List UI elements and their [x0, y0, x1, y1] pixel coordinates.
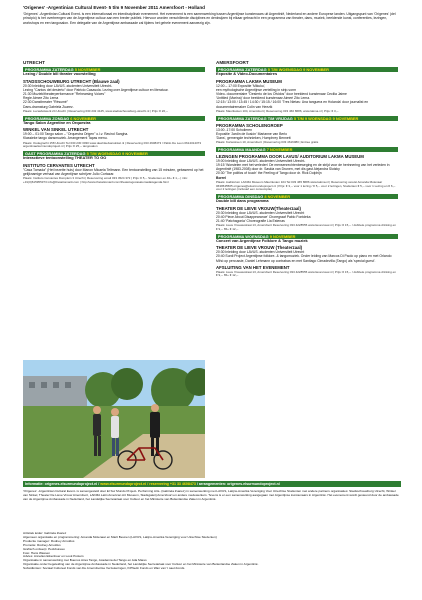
program-line: 12:00 – 17:00 Expositie 'Mikuku', — [216, 83, 266, 88]
closing-heading: AFSLUITING VAN HET EVENEMENT — [216, 264, 290, 270]
credits-list — [23, 532, 401, 571]
program-line: 19:00 Inleiding door LAVUS -studenten Universiteit Utrecht- — [216, 158, 306, 163]
program-subtitle: Concert van Argentijnse Folklore & Tango muziek — [216, 237, 308, 243]
credit-line: Foto: Hans Wassen — [23, 550, 51, 555]
program-line: Dans-dramaturg Gabriela Zuarez. — [23, 104, 74, 109]
credit-line: Algemeen organisatie en programmering: Amanda Molenaar en Marit Beunen (LAVUS, Latijns-Amerika Vereniging voor Utrechtse Studenten) — [23, 534, 217, 539]
program-subtitle: Lezing / Double bill theater voorstelling — [23, 71, 96, 76]
program-band-monday — [216, 147, 398, 152]
program-line: 12:15 / 13:00 / 13:45 / 14:30 / 15:15 / 16:00 'Tres Nietas: Una tanguera en Holanda' door journalist en documentairemaker Colin van Heezik — [216, 100, 369, 109]
info-website-link[interactable]: Informatie: origenes.elsurmundoproject.nl / — [25, 482, 100, 486]
venue-info: Plaats: Mauritusten 104, Amersfoort | Reservering 033 460 8686, www.lakma.nl | Prijs: € 3,-- — [216, 108, 339, 113]
program-subtitle: Exposite & Video-Documentaires — [216, 71, 278, 76]
venue-info: Plaats: Lieve Vrouwestraat 13, Amersfoort Reservering 033 4228555 www.lievevrouw.nl | Prijs: € 15,-- / dubbele programma drinking en € 9,-- 65+ € 12,-- — [216, 269, 396, 278]
credit-line: Grafisch ontwerp: Peckbureau — [23, 546, 65, 551]
program-line: 20:30 'The politics of touch' the Feeling of Tango door dr. Rick Dolphijn — [216, 171, 322, 176]
credit-line: Organisatie in samenwerking met Buenos Aires Tango, Academia del Tango en Ada Mares — [23, 558, 147, 563]
credit-line: Advies: Annelies Eikenboer en Look Posters — [23, 554, 84, 559]
band-date: 9 NOVEMBER — [269, 233, 296, 239]
program-line: Video- documentaire "Desierto de los Olvidos" door beeldend kunstenaar Cecilia Jaime — [216, 92, 347, 96]
credit-line: Artistiek leider: Gabriela Zuarez — [23, 531, 67, 535]
venue-info: Plaats: Kortestreen 10, Amersfoort | Reservering 033 4616080 | Entree gratis — [216, 140, 319, 145]
program-line: Klassieke tango dansmuziek. Arrangement Tapas menu. — [23, 136, 108, 141]
program-line: 22:30 Dansthreater "Résumé" — [23, 100, 69, 105]
credit-line: Subsidiënten: Sociaal Cultureel Fonds van De Amersfoortse Verzekeringen, KPNedn Fonds en Wan van 't sael-Fonds. — [23, 566, 186, 571]
program-line: 21:30 Muziek/theaterperformance "Rehearsing Voices" — [23, 92, 106, 96]
venue-heading: STADSSCHOUWBURG UTRECHT (Blauwe zaal) — [23, 78, 120, 84]
dancers-photo — [23, 360, 205, 478]
utrecht-column — [23, 60, 205, 185]
band-label: GAST PROGRAMMA ZATERDAG — [25, 150, 86, 156]
band-label: PROGRAMMA ZATERDAG — [218, 67, 267, 72]
venue-heading: INSTITUTO CERVANTES UTRECHT — [23, 162, 95, 168]
photo-illustration — [23, 360, 205, 478]
program-line: 'Dans', gemengde technieken, Humphrey Bennett — [216, 135, 291, 140]
band-label: PROGRAMMA ZATERDAG — [25, 67, 74, 72]
venue-heading: THEATER DE LIEVE VROUW (Theaterzaal) — [216, 245, 303, 251]
venue-heading: PROGRAMMA LAKMA MUSEUM — [216, 78, 282, 84]
program-line: 20:30 Inleiding door LAVUS -studenten Universiteit Utrecht — [216, 250, 305, 255]
program-line: 13:00 -17:00 Scholieren — [216, 127, 253, 132]
band-date: 6 NOVEMBER — [70, 115, 96, 121]
program-line: 20:30 Inleiding door LAVUS -studenten Universiteit Utrecht — [216, 210, 305, 215]
program-line: 20:40 Surdi Project Argentijnse folklore- & tangomuziek. Onder leiding van Marcos Di Paolo op piano en met Orlando Mihó op percussie, Daniel Lehmann op contrabas en met Santiago Cimadevilla (Tango) als 'special guest'. — [216, 254, 392, 263]
program-subtitle: Double bill dans programma — [216, 197, 269, 203]
program-subtitle: Interactieve tentoonstelling THEATER TO GO — [23, 154, 107, 160]
program-line: 'Untitled (Marina)' door beeldend kunstenaar Aimeé Zito Lema. — [216, 96, 311, 101]
band-date: 5 T/M WOENSDAG 9 NOVEMBER — [267, 67, 329, 72]
venue-heading: LEZINGEN PROGRAMMA DOOR LAVUS/ AUDITORIUM LAKMA MUSEUM — [216, 153, 364, 159]
venue-info: Plaats: Oudegracht 158 Utrecht Tel 030 230 3030 www.dewinkelvansinkel.nl | Reservering 033 4608473 / Pablo De Leon 0614314373 argentinaelsurmundoproject.nl | Prijs: € 25,-- tangosalon — [23, 140, 202, 149]
footer-text: 'Orígenes' -Argentinian Cultural Event- is samengesteld door El Sur Mundo Project- Performing Arts- (Gabriela Zuarez) in samenwerking met LAVUS, Latijns-Amerika Vereniging Voor Utrechtse Studenten met andere partners organisaties: Stadsschouwburg Utrecht, Winkel van Sinkel, Theater De Lieve Vrouw Amersfoort, LAKMA Latin American Art Museum, Stadsgalerij Amersfoort en andere medewerkers. Tevens is er een samenwerking aangegaan met Argentijnse kunstenaars in Argentinië. Het evenement wordt gesteund door de ambassade van de Argentijnse Ambassade in Nederland, het Landelijke Secretariaat voor Cultuur en het Ministerie van Buitenlandse Zaken in Argentinië. — [23, 489, 399, 501]
program-band-schools — [216, 116, 398, 121]
city-heading-amersfoort: AMERSFOORT — [216, 60, 249, 65]
band-label: PROGRAMMA ZATERDAG T/M VRIJDAG — [218, 115, 293, 121]
band-label: PROGRAMMA DINSDAG — [218, 193, 264, 199]
page-title: 'Origenes' -Argentinian Cultural Event- 5 t/m 9 November 2011 Amersfoort - Holland — [23, 5, 205, 10]
venue-heading: THEATER DE LIEVE VROUW(Theaterzaal) — [216, 205, 301, 211]
intro-text: 'Orígenes' -Argentinian Cultural Event- is een internationaal en interdisciplinair evenement. Het evenement is een samenwerking tussen Argentijnse kunstenaars uit Argentinië, Nederland en andere Europese landen. Uitgangspunt van 'Orígenes' (del principio) is het overbrengen van de Argentijnse cultuur aan een breder publiek. Hiervoor worden verschillende disciplines en denkwijzen bij elkaar gebracht in een programma van theater, dans, muziek, beeldende kunst, conferenties, lezingen, workshops en een tangosalon. Een delegatie van de Argentijnse ambassade zal tijdens het gehele evenement aanwezig zijn. — [23, 12, 396, 25]
amersfoort-column — [216, 60, 398, 279]
program-line: Lezing "Cantos del desierto" door Patricio Casasola. Lezing over Argentijnse cultuur en literatuur. — [23, 87, 169, 92]
program-line: Regie Aimee Zito Lema — [23, 96, 59, 101]
band-label: PROGRAMMA ZONDAG — [25, 115, 70, 121]
program-line: Expositie 'Jardin de Ilusión' Marianne van Berlo — [216, 131, 288, 136]
venue-info: Plaats: Instituto Cervantes Domplein 3 Utrecht | Reservering email 033 4524 372 | Prijs: € 5,-- Studenten en 40+ € 1,-- | info: +31(0)615955373 info@thetattomanli.com | http://www.thetattomanli.com/theatotogocasatomada/agenda.html — [23, 175, 188, 184]
program-line: "Casa Tomada" (Het bezette huis) door Manon Micaela Teltmann. Een tentoonstelling van 15 minuten, gebaseerd op het gelijknamige verhaal van Argentijnse schrijver Julio Cortazar. — [23, 167, 204, 176]
band-date: 7 NOVEMBER — [266, 146, 293, 152]
info-arrangements-link[interactable]: / arrangementen: origenes.elsurmundoproject.nl — [196, 482, 280, 486]
band-date: 5 T/M WOENSDAG 9 NOVEMBER — [86, 150, 148, 156]
venue-info: Plaats: Lieve Vrouwestraat 13, Amersfoort Reservering 033 4228555 www.lievevrouw.nl | Prijs: € 15,-- / dubbele programma drinking en € 9,-- 65+ € 12,-- — [216, 223, 396, 231]
program-line: 19:00 – 01:00 Tango salon – "Orquestra Origen" o.l.v. Ravind Sangha. — [23, 132, 129, 137]
program-subtitle: Tango Salon Argentine en Orquestra — [23, 119, 91, 125]
credit-line: Promotie: Rodney Arnoldus — [23, 542, 61, 547]
program-line: 20:40 Piece About Disappearance' Choregraaf Pablo Fontdeka — [216, 214, 311, 219]
information-bar — [23, 481, 401, 487]
credit-line: Organisatie onder begeleiding van de Argentijnse Ambassade in Nederland, het Landelijke Secretariaat voor Cultuur en het Ministerie van Buitenlandse Zaken in Argentinië. — [23, 562, 259, 567]
band-date: 5 NOVEMBER — [74, 67, 101, 72]
program-line: 21:40 'Patchagonia' Choreografie Lia Estenas — [216, 218, 285, 223]
city-heading-utrecht: UTRECHT — [23, 60, 45, 65]
program-line: een mythologische Argentijnse vertelling in strip-vorm — [216, 87, 297, 92]
info-reservation[interactable]: www.elsurmundoproject.nl / reservering +31 33 4608473 — [100, 482, 196, 486]
credit-line: Productie manager: Rodney Arnoldus — [23, 538, 75, 543]
program-line: 20:30 Inleiding door LAVUS -studenten Universiteit Utrecht- — [23, 83, 113, 88]
program-line: Borrel — [216, 175, 226, 180]
band-date: 5 T/M 9 WOENSDAG 9 NOVEMBER — [293, 115, 359, 121]
venue-heading: PROGRAMMA SCHOLENGROEP — [216, 122, 283, 128]
venue-info: Plaats: Lucasbolwerk 24 Utrecht | Reservering 030 232 4125, www.stadsschouwburg-utrecht.nl | Prijs: € 20,-- — [23, 108, 168, 113]
venue-heading: WINKEL VAN SINKEL UTRECHT — [23, 127, 89, 133]
band-label: PROGRAMMA WOENSDAG — [218, 233, 269, 239]
venue-info: Plaats: Auditorium LAKMA Museum Mauritusten 104 Tel 033 465 8686 www.lakma.nl | Reservering vereist Amanda Molenaar 0639545505 origenes@elsurmundoproject.nl | Prijs: € 3,-- voor 1 lezing / € 5,-- voor 2 lezingen, Studenten € 5,-- voor 1 Lezing en € 6,-- voor 2 lezingen (inclusief een consumptie) — [216, 179, 396, 192]
program-line: 19:15 'Worstelen met het verleden' De mensenrechtenbeweging en de strijd voor de herinnering van het verleden in Argentinië (1983-2008) door dr. Saskia van Drunen, met dis gast Alejandra Slutzky — [216, 163, 390, 172]
band-label: PROGRAMMA MAANDAG — [218, 146, 266, 152]
band-date: 8 NOVEMBER — [264, 193, 291, 199]
